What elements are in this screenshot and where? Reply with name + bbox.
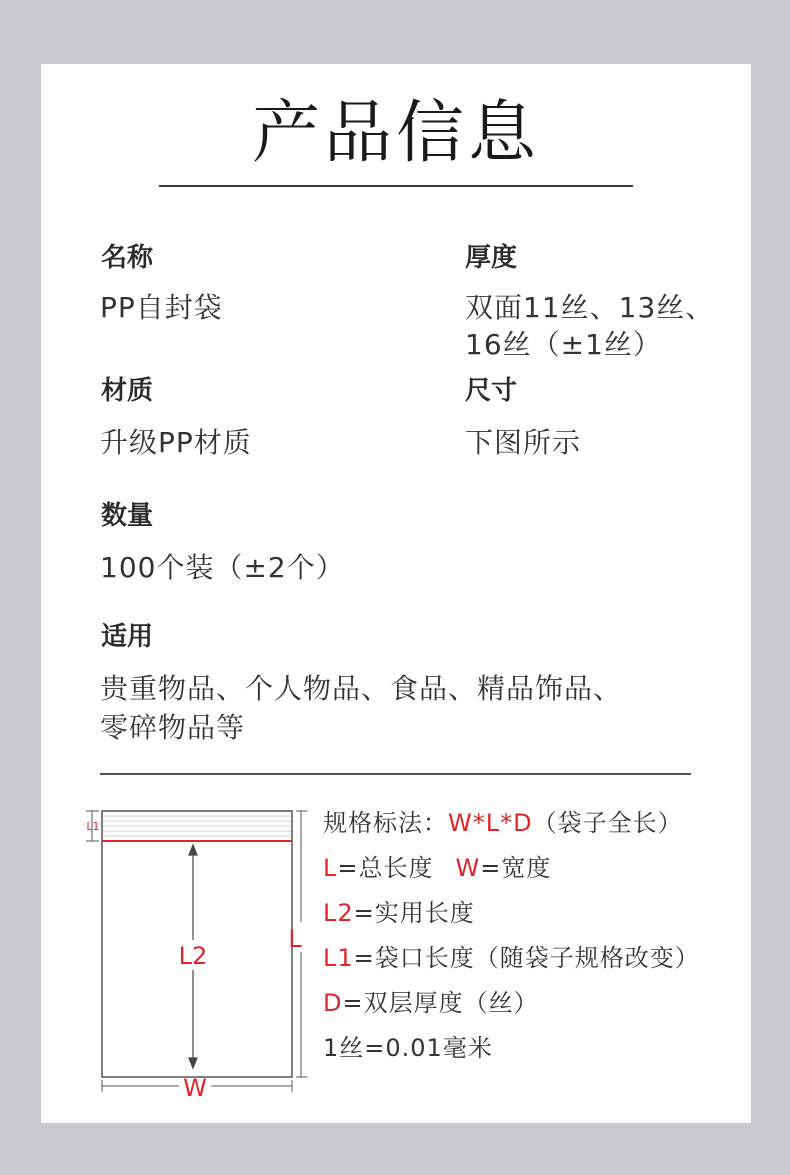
section-divider	[100, 773, 691, 775]
material-label: 材质	[101, 376, 154, 406]
material-value: 升级PP材质	[100, 426, 252, 459]
title-divider	[159, 185, 633, 187]
bag-mouth-stripes	[103, 816, 291, 836]
size-label: 尺寸	[465, 376, 518, 406]
usage-label: 适用	[101, 622, 154, 652]
usage-value-line1: 贵重物品、个人物品、食品、精品饰品、	[100, 672, 623, 705]
legend-l-w	[323, 853, 551, 883]
legend-l2	[323, 898, 475, 928]
legend-l1	[323, 943, 700, 973]
thickness-label: 厚度	[465, 243, 518, 273]
thickness-value-line2: 16丝（±1丝）	[465, 328, 662, 361]
legend-d-code: D	[323, 989, 343, 1017]
size-value: 下图所示	[465, 426, 582, 459]
w-label: W	[183, 1074, 207, 1102]
bag-diagram	[81, 802, 311, 1102]
name-value: PP自封袋	[100, 291, 223, 324]
l2-label: L2	[178, 942, 208, 970]
name-label: 名称	[101, 243, 154, 273]
legend-l-text: =总长度	[337, 854, 434, 882]
legend-l1-text: =袋口长度（随袋子规格改变）	[353, 944, 700, 972]
legend-spec-suffix: （袋子全长）	[532, 809, 683, 837]
product-info-card	[41, 64, 751, 1123]
legend-d	[323, 988, 539, 1018]
legend-spec-prefix: 规格标法：	[323, 809, 448, 837]
page-title: 产品信息	[251, 94, 540, 173]
usage-value-line2: 零碎物品等	[100, 711, 246, 744]
legend-spec-format	[323, 808, 683, 838]
quantity-label: 数量	[101, 501, 154, 531]
legend-unit	[323, 1033, 493, 1063]
legend-spec-code: W*L*D	[448, 809, 533, 837]
legend-unit-text: 1丝=0.01毫米	[323, 1034, 493, 1062]
legend-w-code: W	[455, 854, 481, 882]
legend-l2-text: =实用长度	[353, 899, 475, 927]
thickness-value-line1: 双面11丝、13丝、	[465, 291, 715, 324]
legend-l-code: L	[323, 854, 338, 882]
legend-d-text: =双层厚度（丝）	[342, 989, 539, 1017]
l1-label: L1	[86, 820, 100, 833]
quantity-value: 100个装（±2个）	[100, 551, 345, 584]
legend-l1-code: L1	[323, 944, 354, 972]
legend-l2-code: L2	[323, 899, 354, 927]
legend-w-text: =宽度	[480, 854, 552, 882]
l-label: L	[288, 925, 302, 953]
